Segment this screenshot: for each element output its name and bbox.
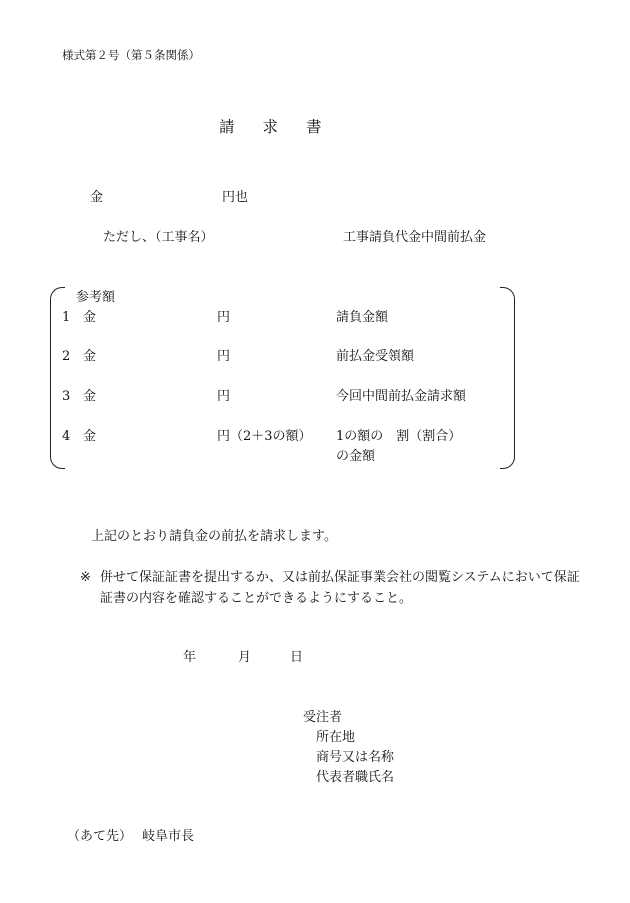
reference-mark: ※: [80, 570, 91, 585]
row-number: 4: [62, 429, 71, 444]
note: [80, 568, 590, 610]
contractor-heading: 受注者: [303, 710, 343, 725]
title-char-3: 書: [306, 118, 322, 136]
row-description-continued: の金額: [336, 449, 376, 464]
amount-label: 金: [90, 190, 104, 205]
row-description: 1の額の 割（割合）: [336, 429, 462, 444]
addressee-label: （あて先）: [67, 829, 133, 844]
row-kin: 金: [83, 429, 97, 444]
row-kin: 金: [83, 310, 97, 325]
contractor-name-label: 商号又は名称: [316, 750, 395, 765]
row-yen: 円: [217, 389, 231, 404]
proviso-label: ただし、（工事名）: [103, 230, 214, 245]
addressee-name: 岐阜市長: [142, 829, 195, 844]
row-description: 今回中間前払金請求額: [336, 389, 467, 404]
title-char-2: 求: [262, 118, 279, 136]
date-year: 年: [183, 650, 197, 665]
row-description: 前払金受領額: [336, 349, 415, 364]
reference-heading: 参考額: [76, 290, 116, 305]
row-yen: 円: [217, 349, 231, 364]
form-number: 様式第２号（第５条関係）: [62, 48, 200, 62]
request-statement: 上記のとおり請負金の前払を請求します。: [91, 529, 337, 544]
date-month: 月: [238, 650, 252, 665]
contractor-representative-label: 代表者職氏名: [316, 770, 395, 785]
row-yen: 円（2＋3の額）: [217, 429, 312, 444]
row-description: 請負金額: [336, 310, 389, 325]
amount-suffix: 円也: [222, 190, 249, 205]
row-kin: 金: [83, 349, 97, 364]
proviso-text: 工事請負代金中間前払金: [343, 230, 487, 245]
note-text: 併せて保証証書を提出するか、又は前払保証事業会社の閲覧システムにおいて保証証書の内容を確認することができるようにすること。: [100, 570, 580, 606]
row-number: 1: [62, 310, 71, 325]
contractor-address-label: 所在地: [316, 730, 356, 745]
row-yen: 円: [217, 310, 231, 325]
row-kin: 金: [83, 389, 97, 404]
row-number: 2: [62, 349, 71, 364]
row-number: 3: [62, 389, 71, 404]
right-bracket: [500, 287, 515, 469]
date-day: 日: [290, 650, 304, 665]
title-char-1: 請: [219, 118, 235, 136]
document-title: [219, 118, 322, 137]
